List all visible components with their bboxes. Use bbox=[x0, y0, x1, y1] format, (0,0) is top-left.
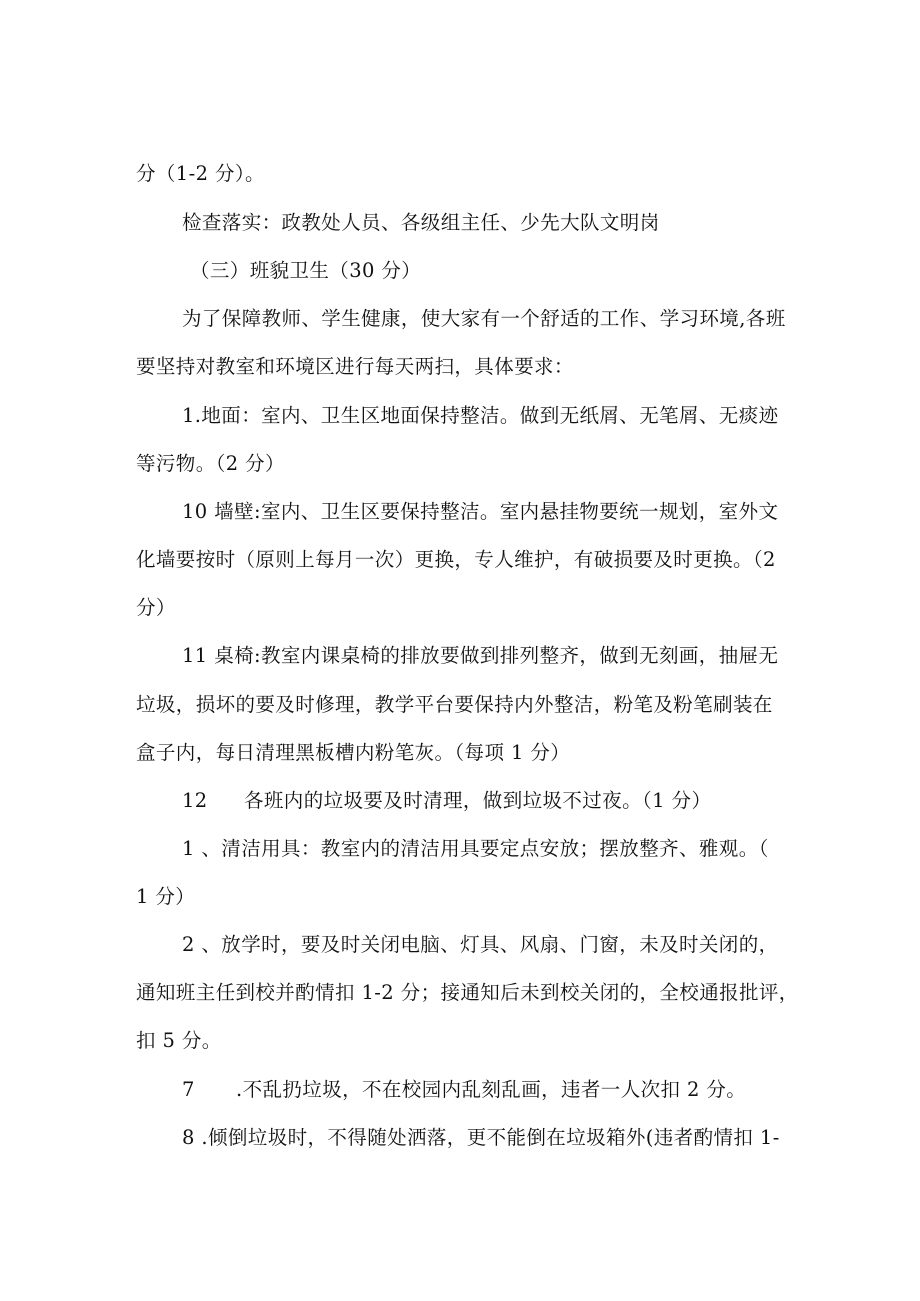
text-line-6: 1.地面：室内、卫生区地面保持整洁。做到无纸屑、无笔屑、无痰迹 bbox=[182, 404, 779, 427]
text-line-12: 垃圾，损坏的要及时修理，教学平台要保持内外整洁，粉笔及粉笔刷装在 bbox=[136, 693, 773, 716]
text-line-10: 分） bbox=[136, 596, 176, 619]
text-line-9: 化墙要按时（原则上每月一次）更换，专人维护，有破损要及时更换。（2 bbox=[136, 548, 776, 571]
text-line-19: 扣 5 分。 bbox=[136, 1029, 222, 1052]
item-number-12: 12 bbox=[182, 789, 208, 812]
text-line-5: 要坚持对教室和环境区进行每天两扫，具体要求： bbox=[136, 355, 574, 378]
text-line-14: 各班内的垃圾要及时清理，做到垃圾不过夜。（1 分） bbox=[244, 789, 712, 812]
text-line-8: 10 墙壁:室内、卫生区要保持整洁。室内悬挂物要统一规划，室外文 bbox=[182, 500, 779, 523]
text-line-18: 通知班主任到校并酌情扣 1-2 分；接通知后未到校关闭的，全校通报批评， bbox=[136, 981, 799, 1004]
text-line-16: 1 分） bbox=[136, 885, 196, 908]
text-line-7: 等污物。（2 分） bbox=[136, 452, 285, 475]
text-line-4: 为了保障教师、学生健康，使大家有一个舒适的工作、学习环境,各班 bbox=[182, 307, 786, 330]
text-line-15: 1 、清洁用具：教室内的清洁用具要定点安放；摆放整齐、雅观。（ bbox=[182, 837, 769, 860]
text-line-1: 分（1-2 分）。 bbox=[136, 162, 265, 185]
section-heading: （三）班貌卫生（30 分） bbox=[190, 259, 422, 282]
text-line-20: .不乱扔垃圾，不在校园内乱刻乱画，违者一人次扣 2 分。 bbox=[236, 1078, 747, 1101]
item-number-7: 7 bbox=[182, 1078, 195, 1101]
text-line-11: 11 桌椅:教室内课桌椅的排放要做到排列整齐，做到无刻画，抽屉无 bbox=[182, 644, 779, 667]
text-line-17: 2 、放学时，要及时关闭电脑、灯具、风扇、门窗，未及时关闭的， bbox=[182, 933, 779, 956]
text-line-13: 盒子内，每日清理黑板槽内粉笔灰。（每项 1 分） bbox=[136, 741, 571, 764]
text-line-2: 检查落实：政教处人员、各级组主任、少先大队文明岗 bbox=[182, 211, 660, 234]
text-line-21: 8 .倾倒垃圾时，不得随处洒落，更不能倒在垃圾箱外(违者酌情扣 1- bbox=[182, 1126, 780, 1149]
